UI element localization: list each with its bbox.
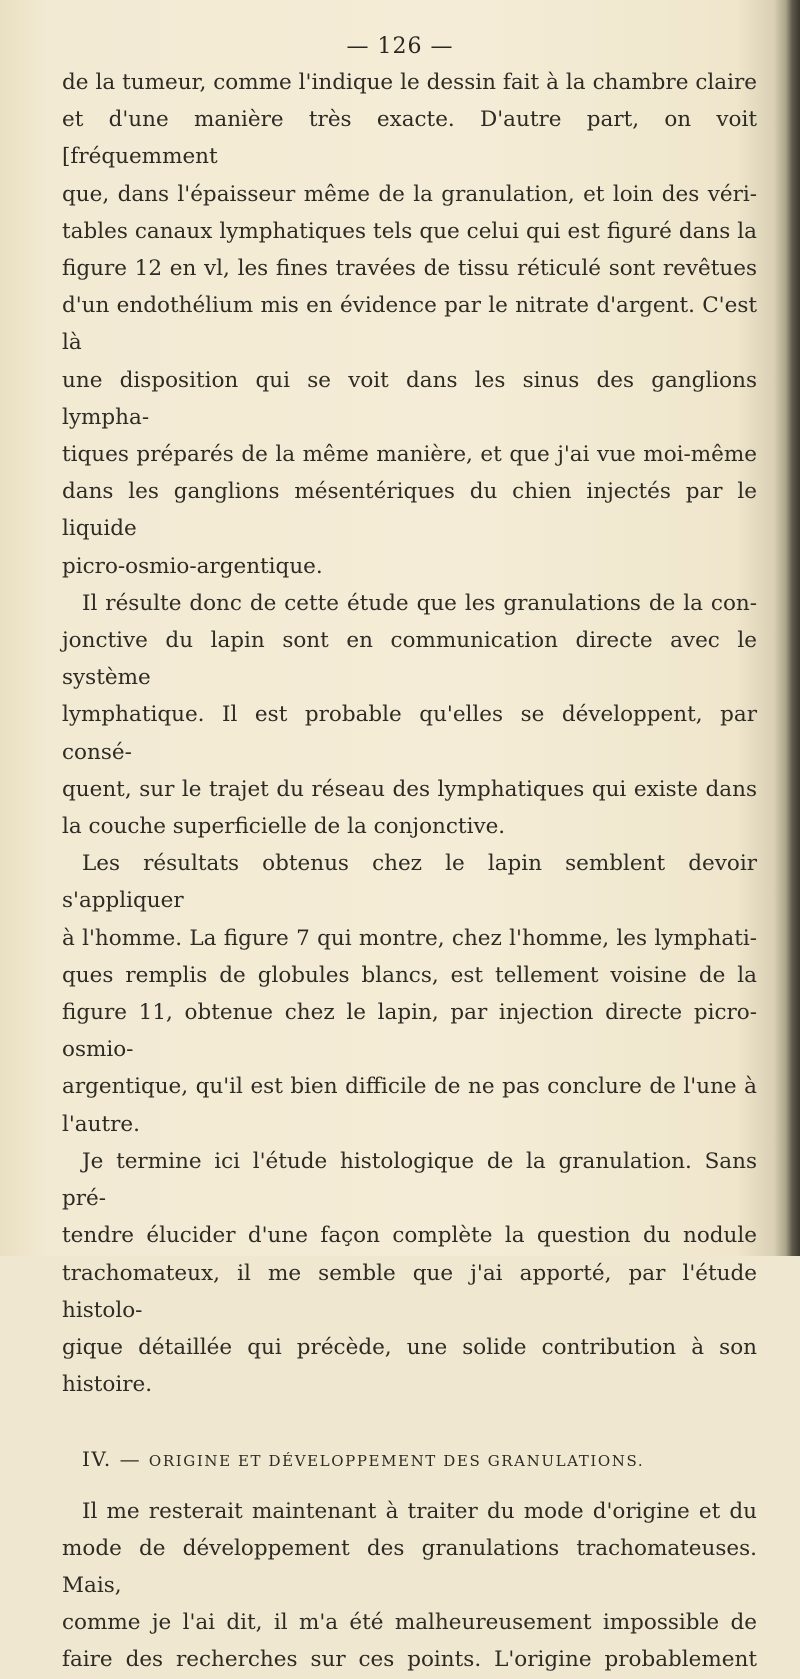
text-line: lymphatique. Il est probable qu'elles se développent, par consé- [62, 702, 757, 765]
body-text [62, 64, 757, 1679]
section-gap [62, 1481, 757, 1493]
text-line: tendre élucider d'une façon complète la question du nodule [62, 1223, 757, 1249]
text-line: ques remplis de globules blancs, est tellement voisine de la [62, 962, 757, 988]
text-line: trachomateux, il me semble que j'ai apporté, par l'étude histolo- [62, 1260, 757, 1323]
text-line: dans les ganglions mésentériques du chien injectés par le liquide [62, 479, 757, 542]
text-line: picro-osmio-argentique. [62, 553, 323, 579]
paragraph-3 [62, 845, 757, 1143]
page-edge-shadow [774, 0, 800, 1256]
text-line: la couche superficielle de la conjonctive. [62, 814, 506, 840]
text-line: Les résultats obtenus chez le lapin semblent devoir s'appliquer [62, 851, 757, 914]
text-line: figure 12 en vl, les fines travées de tissu réticulé sont revêtues [62, 256, 757, 282]
text-line: argentique, qu'il est bien difficile de ne pas conclure de l'une à [62, 1074, 757, 1100]
text-line: jonctive du lapin sont en communication directe avec le système [62, 628, 757, 691]
text-line: de la tumeur, comme l'indique le dessin fait à la chambre claire [62, 70, 757, 95]
text-line: tables canaux lymphatiques tels que celui qui est figuré dans la [62, 218, 757, 244]
text-line: figure 11, obtenue chez le lapin, par injection directe picro-osmio- [62, 1000, 757, 1063]
text-line: que, dans l'épaisseur même de la granulation, et loin des véri- [62, 181, 757, 207]
text-line: mode de développement des granulations trachomateuses. Mais, [62, 1535, 757, 1598]
section-numeral: IV. — [82, 1447, 142, 1472]
section-heading [62, 1441, 757, 1480]
text-line: quent, sur le trajet du réseau des lymphatiques qui existe dans [62, 776, 757, 802]
paragraph-1 [62, 64, 757, 585]
text-line: à l'homme. La figure 7 qui montre, chez l'homme, les lymphati- [62, 925, 757, 951]
paragraph-4 [62, 1143, 757, 1403]
section-title: ORIGINE ET DÉVELOPPEMENT DES GRANULATIONS. [148, 1452, 645, 1471]
paragraph-2 [62, 585, 757, 845]
text-line: tiques préparés de la même manière, et que j'ai vue moi-même [62, 442, 757, 468]
text-line: gique détaillée qui précède, une solide contribution à son histoire. [62, 1334, 757, 1398]
text-line: comme je l'ai dit, il m'a été malheureusement impossible de [62, 1610, 757, 1636]
page-number: — 126 — [346, 34, 454, 59]
paragraph-5 [62, 1493, 757, 1679]
text-line: faire des recherches sur ces points. L'origine probablement [62, 1647, 757, 1673]
text-line: Il résulte donc de cette étude que les granulations de la con- [82, 590, 757, 616]
text-line: une disposition qui se voit dans les sinus des ganglions lympha- [62, 367, 757, 430]
text-line: d'un endothélium mis en évidence par le nitrate d'argent. C'est là [62, 293, 757, 356]
text-line: et d'une manière très exacte. D'autre part, on voit [fréquemment [62, 107, 757, 170]
text-line: l'autre. [62, 1111, 140, 1137]
text-line: Il me resterait maintenant à traiter du mode d'origine et du [82, 1498, 757, 1524]
text-line: Je termine ici l'étude histologique de la granulation. Sans pré- [62, 1148, 757, 1212]
section-gap [62, 1403, 757, 1441]
